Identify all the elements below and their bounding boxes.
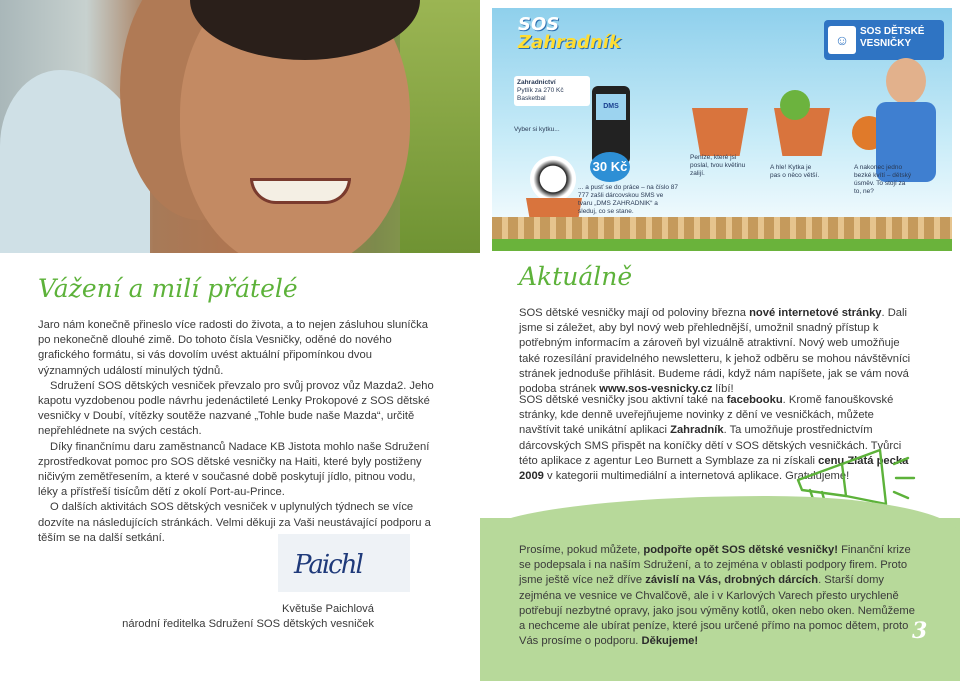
banner-title: SOS Zahradník	[518, 14, 621, 53]
paragraph: O dalších aktivitách SOS dětských vesniček v uplynulých týdnech se více dozvíte na následujících stránkách. Velmi děkuji za Vaši neustávající podporu a těším se na další setkání.	[38, 501, 431, 544]
signature: Paichl	[294, 550, 362, 580]
money-note: Peníze, které jsi poslal, tvou květinu zalijí.	[690, 154, 746, 177]
page-number: 3	[912, 618, 928, 644]
signer-block	[200, 602, 374, 617]
price-badge: 30 Kč	[590, 152, 630, 182]
pick-flower-note: Vyber si kytku...	[514, 126, 560, 133]
paragraph: Sdružení SOS dětských vesniček převzalo pro svůj provoz vůz Mazda2. Jeho kapotu vyzdobenou podle návrhu jedenáctileté Lenky Prokopové z SOS dětské vesničky v Doubí, vítězky soutěže nazvané „Tohle bude naše Mazda“, určitě nepřehlédnete na svých cestách.	[38, 379, 434, 438]
left-heading: Vážení a milí přátelé	[38, 274, 298, 303]
right-article-2: SOS dětské vesničky jsou aktivní také na facebooku. Kromě fanouškovské stránky, kde denně uveřejňujeme novinky z dění ve vesničkách, můžete navštívit také unikátní aplikaci Zahradník. Ta umožňuje prostřednictvím dárcovských SMS přispět na koníčky dětí v SOS dětských vesničkách. Tvůrci této aplikace z agentur Leo Burnett a Symblaze za ni získali cenu Zlatá pecka 2009 v kategorii multimediální a internetová aplikace. Gratulujeme!	[519, 394, 909, 483]
sms-note: ... a pusť se do práce – na číslo 87 777 zašli dárcovskou SMS ve tvaru „DMS ZAHRADNIK“ a sleduj, co se stane.	[578, 184, 678, 215]
right-article-1: SOS dětské vesničky mají od poloviny března nové internetové stránky. Dali jsme si záležet, aby byl nový web přehlednější, umožnil snadný přístup k potřebným informacím a zároveň byl vizuálně atraktivní. Nový web umožňuje také rozesílání pravidelného newsletteru, k jehož odběru se mohou návštěvníci stránek jednoduše přihlásit. Budeme rádi, když nám napíšete, jak se vám nová podoba stránek www.sos-vesnicky.cz líbí!	[519, 307, 911, 396]
paragraph: Jaro nám konečně přineslo více radosti do života, a to nejen zásluhou sluníčka po nekonečně dlouhé zimě. Do tohoto čísla Vesničky, oděné do nového grafického formátu, si vás dovolím uvést aktuální připomínkou dvou významných událostí minulých týdnů.	[38, 319, 428, 377]
phone-icon: DMS	[592, 86, 630, 164]
left-article	[38, 318, 436, 546]
signer-name: Květuše Paichlová	[281, 603, 374, 615]
football-icon	[530, 156, 576, 202]
children-photo	[0, 0, 480, 253]
zahradnik-banner	[492, 8, 952, 251]
sos-logo: ☺ SOS DĚTSKÉ VESNIČKY	[824, 20, 944, 60]
signer-title: národní ředitelka Sdružení SOS dětských vesniček	[122, 618, 374, 630]
appeal-text: Prosíme, pokud můžete, podpořte opět SOS dětské vesničky! Finanční krize se podepsala i na naším Sdružení, a to zejména v oblasti podpory firem. Proto jsme ještě více než dříve závislí na Vás, drobných dárcích. Starší domy zejména ve vesnice ve Chvalčově, ale i v Karlových Varech přesto urychleně potřebují nezbytné opravy, jako jsou výměny kotlů, oken nebo oken. Nemůžeme a nechceme ale ubírat peníze, které jsou určené přímo na pomoc dětem, proto Vás prosíme o podporu. Děkujeme!	[519, 544, 915, 648]
right-heading: Aktuálně	[519, 262, 633, 291]
family-icon: ☺	[828, 26, 856, 54]
flower-note: A hle! Kytka je pas o něco větší.	[770, 164, 820, 179]
smile-note: A nakonec jedno bezké kvítí – dětský úsměv. To stojí za to, ne?	[854, 164, 912, 195]
shop-note: Zahradnictví Pytlík za 270 Kč Basketbal	[514, 76, 590, 106]
paragraph: Díky finančnímu daru zaměstnanců Nadace KB Jistota mohlo naše Sdružení zprostředkovat pomoc pro SOS dětské vesničky na Haiti, které byly postiženy ničivým zemětřesením, a které v současné době poskytují jídlo, pitnou vodu, léky a přístřeší tisícům dětí z okolí Port-au-Prince.	[38, 440, 430, 499]
plant-icon	[780, 90, 810, 120]
signature-image	[278, 534, 410, 592]
